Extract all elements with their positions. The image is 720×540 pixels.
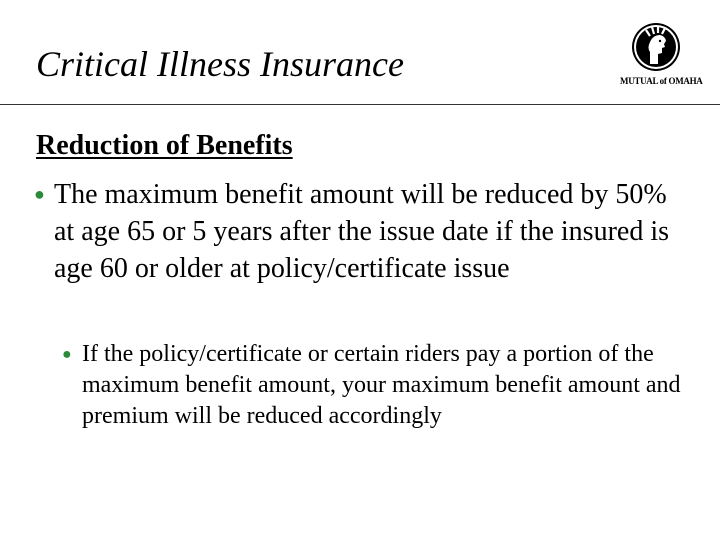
bullet-item <box>34 176 674 287</box>
title-divider <box>0 104 720 105</box>
section-heading: Reduction of Benefits <box>36 130 293 161</box>
bullet-text: The maximum benefit amount will be reduced by 50% at age 65 or 5 years after the issue date if the insured is age 60 or older at policy/certificate issue <box>54 179 670 284</box>
sub-bullet-icon: ● <box>62 346 72 363</box>
logo-text: MUTUAL of OMAHA <box>620 76 703 86</box>
sub-bullet-item <box>62 339 682 432</box>
sub-bullet-text: If the policy/certificate or certain riders pay a portion of the maximum benefit amount, your maximum benefit amount and premium will be reduced accordingly <box>82 341 681 429</box>
indian-head-logo-icon <box>620 20 692 76</box>
slide-title: Critical Illness Insurance <box>36 44 404 84</box>
company-logo <box>620 20 703 88</box>
bullet-icon: ● <box>34 184 45 204</box>
